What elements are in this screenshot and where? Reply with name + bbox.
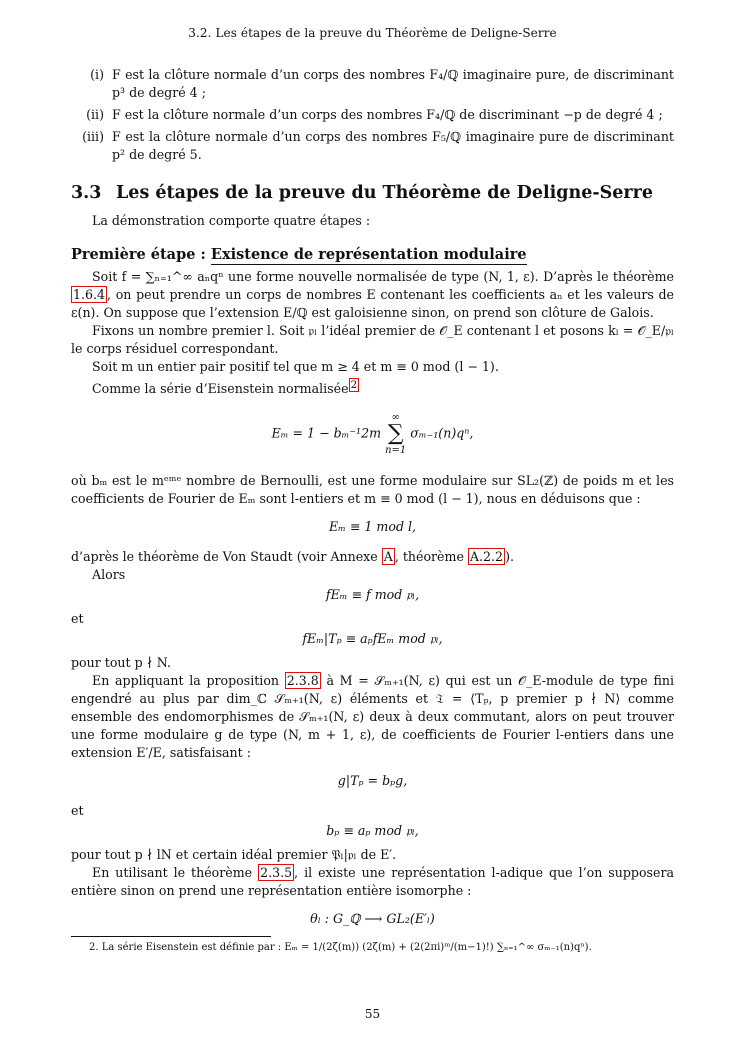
et-text: et [71, 803, 84, 819]
intro-paragraph: La démonstration comporte quatre étapes : [92, 213, 371, 228]
section-title: Les étapes de la preuve du Théorème de Deligne-Serre [116, 183, 653, 203]
page-number: 55 [364, 1007, 381, 1021]
enum-label: (i) [90, 67, 104, 82]
enum-label: (iii) [82, 129, 104, 144]
footnote-ref-link[interactable]: 2 [350, 379, 358, 391]
step-prefix: Première étape : [71, 246, 211, 263]
paragraph-2: Fixons un nombre premier l. Soit 𝔭ₗ l’idéal premier de 𝒪_E contenant l et posons kₗ = 𝒪_E/𝔭ₗ le corps résiduel correspondant. [71, 323, 674, 356]
footnote-divider [71, 936, 271, 937]
alors-text: Alors [92, 567, 126, 583]
theorem-ref-link[interactable]: A.2.2 [469, 549, 504, 565]
theorem-ref-link[interactable]: 2.3.5 [260, 865, 293, 881]
equation-part: Eₘ = 1 − bₘ⁻¹2m [271, 425, 382, 441]
sum-operator [385, 412, 406, 456]
annex-ref-link[interactable]: A [383, 549, 393, 565]
theorem-ref-link[interactable]: 1.6.4 [73, 287, 106, 302]
para-text: , théorème [394, 549, 468, 565]
enum-label: (ii) [86, 107, 104, 122]
equation-4: fEₘ|Tₚ ≡ aₚfEₘ mod 𝔭ₗ, [302, 631, 443, 647]
section-heading [71, 184, 674, 202]
et-text: et [71, 611, 84, 627]
paragraph-4 [71, 376, 674, 398]
sum-lower: n=1 [385, 445, 407, 457]
paragraph-9: pour tout p ∤ lN et certain idéal premier 𝔓ₗ|𝔭ₗ de E′. [71, 847, 397, 863]
equation-7: θₗ : G_ℚ ⟶ GL₂(E′ₗ) [310, 911, 435, 927]
footnote: 2. La série Eisenstein est définie par : Eₘ = 1/(2ζ(m)) (2ζ(m) + (2(2πi)ᵐ/(m−1)!) ∑ₙ₌₁^∞ σₘ₋₁(n)qⁿ). [89, 942, 592, 954]
equation-part: σₘ₋₁(n)qⁿ, [410, 425, 474, 441]
enum-text: F est la clôture normale d’un corps des nombres F₄/ℚ imaginaire pure, de discriminant p³ de degré 4 ; [112, 67, 674, 100]
paragraph-8 [71, 672, 674, 762]
paragraph-1 [71, 268, 674, 322]
para-text: à M = 𝒮ₘ₊₁(N, ε) qui est un 𝒪_E-module de type fini engendré au plus par dim_ℂ 𝒮ₘ₊₁(N, ε) éléments et 𝔗 = ⟨Tₚ, p premier p ∤ N⟩ comme ensemble des endomorphismes de 𝒮ₘ₊₁(N, ε) deux à deux commutant, alors on peut trouver une forme modulaire g de type (N, m + 1, ε), de coefficients de Fourier l-entiers dans une extension E′/E, satisfaisant : [71, 673, 674, 761]
para-text: Soit f = ∑ₙ₌₁^∞ aₙqⁿ une forme nouvelle normalisée de type (N, 1, ε). D’après le théorème [92, 269, 674, 284]
sum-upper: ∞ [391, 412, 400, 424]
enum-item-ii [71, 106, 674, 124]
step-title: Existence de représentation modulaire [210, 246, 527, 263]
main-content [71, 66, 674, 954]
para-text: ). [505, 549, 514, 565]
para-text: En appliquant la proposition [92, 673, 285, 689]
sum-symbol: ∑ [387, 421, 404, 447]
para-text: Comme la série d’Eisenstein normalisée [92, 381, 349, 397]
step-heading [71, 246, 674, 264]
section-number: 3.3 [71, 183, 102, 203]
paragraph-6 [71, 548, 674, 566]
proposition-ref-link[interactable]: 2.3.8 [286, 673, 319, 689]
para-text: , on peut prendre un corps de nombres E contenant les coefficients aₙ et les valeurs de ε(n). On suppose que l’extension E/ℚ est galoisienne sinon, on prend son clôture de Galois. [71, 287, 674, 320]
para-text: En utilisant le théorème [92, 865, 259, 881]
paragraph-7: pour tout p ∤ N. [71, 655, 171, 671]
paragraph-10 [71, 864, 674, 900]
equation-6: bₚ ≡ aₚ mod 𝔭ₗ, [326, 823, 419, 839]
paragraph-3: Soit m un entier pair positif tel que m ≥ 4 et m ≡ 0 mod (l − 1). [92, 359, 499, 374]
equation-eisenstein [71, 412, 674, 456]
enum-item-iii [71, 128, 674, 164]
enum-text: F est la clôture normale d’un corps des nombres F₅/ℚ imaginaire pure de discriminant p² de degré 5. [112, 129, 674, 162]
enum-text: F est la clôture normale d’un corps des nombres F₄/ℚ de discriminant −p de degré 4 ; [112, 107, 663, 122]
enum-item-i [71, 66, 674, 102]
para-text: d’après le théorème de Von Staudt (voir Annexe [71, 549, 382, 565]
equation-5: g|Tₚ = bₚg, [337, 773, 408, 789]
para-text: , il existe une représentation l-adique que l’on supposera entière sinon on prend une représentation entière isomorphe : [71, 865, 674, 899]
equation-2: Eₘ ≡ 1 mod l, [328, 519, 417, 535]
running-head: 3.2. Les étapes de la preuve du Théorème de Deligne-Serre [188, 26, 557, 40]
paragraph-5: où bₘ est le mᵉᵐᵉ nombre de Bernoulli, est une forme modulaire sur SL₂(ℤ) de poids m et les coefficients de Fourier de Eₘ sont l-entiers et m ≡ 0 mod (l − 1), nous en déduisons que : [71, 473, 674, 507]
equation-3: fEₘ ≡ f mod 𝔭ₗ, [325, 587, 420, 603]
